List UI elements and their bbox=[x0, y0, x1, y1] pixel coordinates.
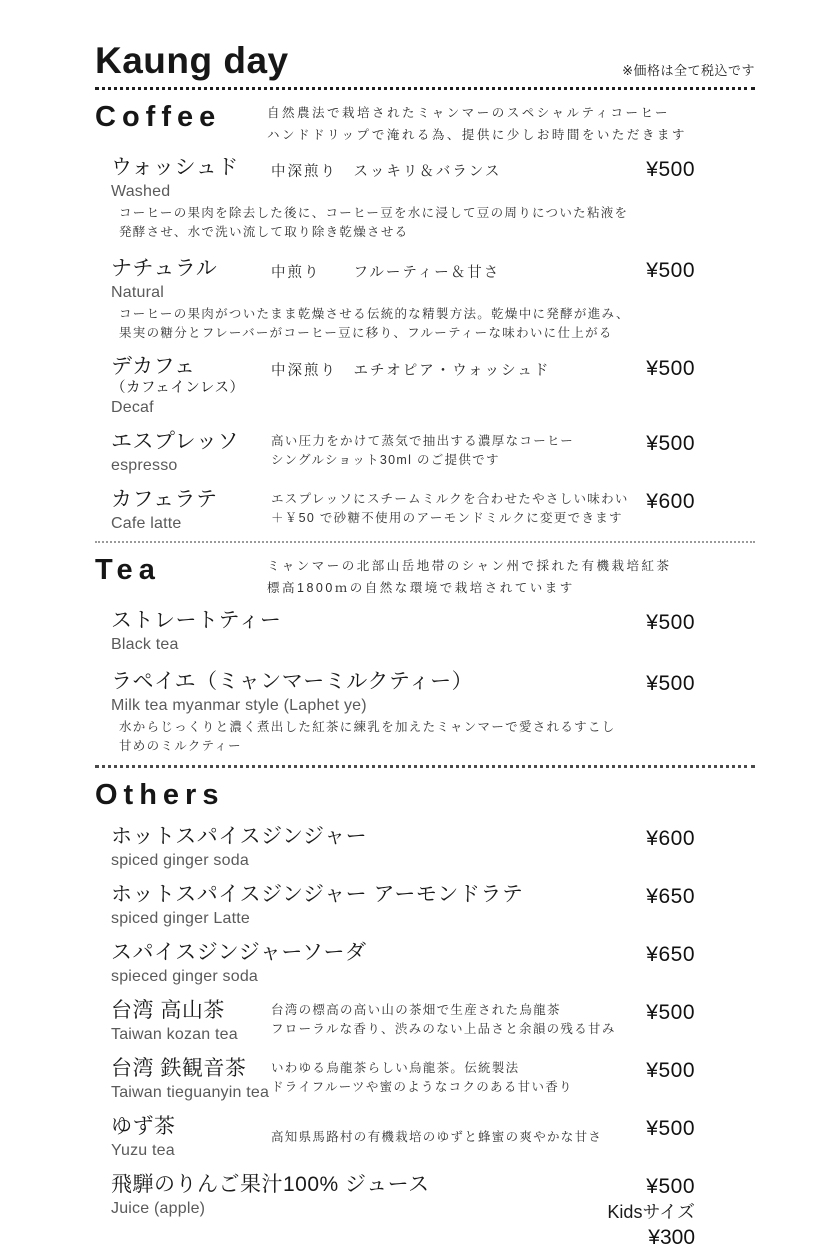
item-names bbox=[111, 487, 271, 534]
item-price-block bbox=[595, 1114, 695, 1161]
section-others bbox=[95, 775, 755, 1251]
menu-item bbox=[111, 1172, 755, 1251]
item-price: ¥500 bbox=[646, 611, 695, 634]
item-price-block bbox=[545, 608, 695, 655]
header bbox=[95, 40, 755, 82]
item-price: ¥500 bbox=[646, 1001, 695, 1024]
item-price-block bbox=[595, 487, 695, 534]
item-roast-note: 中深煎り スッキリ＆バランス bbox=[271, 164, 502, 180]
item-mid bbox=[271, 1128, 603, 1147]
item-description-line: 果実の糖分とフレーバーがコーヒー豆に移り、フルーティーな味わいに仕上がる bbox=[119, 326, 613, 340]
item-side-description bbox=[271, 1001, 616, 1039]
item-names bbox=[111, 1056, 271, 1103]
item-name-en: spiced ginger soda bbox=[111, 852, 249, 869]
item-price: ¥500 bbox=[646, 1117, 695, 1140]
section-header bbox=[95, 97, 755, 146]
item-name-jp: ホットスパイスジンジャー アーモンドラテ bbox=[111, 883, 524, 906]
item-side-description-line: エスプレッソにスチームミルクを合わせたやさしい味わい bbox=[271, 492, 629, 506]
item-price: ¥500 bbox=[646, 158, 695, 181]
item-names bbox=[111, 940, 545, 987]
item-side-description bbox=[271, 1128, 603, 1147]
item-description-line: 発酵させ、水で洗い流して取り除き乾燥させる bbox=[119, 225, 409, 239]
menu-item bbox=[111, 824, 755, 871]
section-intro bbox=[267, 550, 755, 599]
menu-item-row bbox=[111, 256, 755, 303]
item-name-en: espresso bbox=[111, 457, 178, 474]
item-name-jp: 飛騨のりんご果汁100% ジュース bbox=[111, 1173, 430, 1196]
item-name-en: Decaf bbox=[111, 399, 154, 416]
section-divider bbox=[95, 541, 755, 543]
menu-item bbox=[111, 1056, 755, 1103]
menu-item-row bbox=[111, 882, 755, 929]
menu-item bbox=[111, 608, 755, 655]
item-name-en: Natural bbox=[111, 284, 164, 301]
section-items bbox=[95, 155, 755, 534]
item-price: ¥650 bbox=[646, 885, 695, 908]
menu-item bbox=[111, 882, 755, 929]
item-name-jp: エスプレッソ bbox=[111, 430, 239, 453]
item-names bbox=[111, 354, 271, 418]
item-side-description-line: フローラルな香り、渋みのない上品さと余韻の残る甘み bbox=[271, 1022, 616, 1036]
page-title: Kaung day bbox=[95, 40, 289, 81]
item-side-description-line: ドライフルーツや蜜のようなコクのある甘い香り bbox=[271, 1080, 573, 1094]
item-description-line: 甘めのミルクティー bbox=[119, 739, 242, 753]
item-name-en: Black tea bbox=[111, 636, 179, 653]
item-description bbox=[111, 204, 755, 242]
item-roast-note: 中煎り フルーティー＆甘さ bbox=[271, 265, 501, 281]
tax-note: ※価格は全て税込です bbox=[622, 63, 755, 78]
item-names bbox=[111, 824, 545, 871]
item-name-jp: ナチュラル bbox=[111, 257, 218, 280]
item-names bbox=[111, 1114, 271, 1161]
section-title: Coffee bbox=[95, 101, 222, 133]
menu-item-row bbox=[111, 487, 755, 534]
item-price: ¥500 bbox=[646, 1175, 695, 1198]
item-name-en: Yuzu tea bbox=[111, 1142, 175, 1159]
item-names bbox=[111, 256, 271, 303]
item-price-block bbox=[545, 824, 695, 871]
item-name-jp: 台湾 高山茶 bbox=[111, 999, 225, 1022]
menu-item bbox=[111, 940, 755, 987]
menu-item bbox=[111, 429, 755, 476]
item-names bbox=[111, 669, 545, 716]
kids-size-price: ¥300 bbox=[648, 1226, 695, 1249]
item-price: ¥500 bbox=[646, 432, 695, 455]
item-names bbox=[111, 155, 271, 202]
kids-size-label: Kidsサイズ bbox=[607, 1202, 695, 1222]
menu-item bbox=[111, 354, 755, 418]
header-divider bbox=[95, 87, 755, 90]
item-name-en: Taiwan kozan tea bbox=[111, 1026, 238, 1043]
menu-item-row bbox=[111, 1114, 755, 1161]
item-mid bbox=[271, 354, 595, 418]
item-name-en: spiced ginger Latte bbox=[111, 910, 251, 927]
section-items bbox=[95, 824, 755, 1251]
menu-item-row bbox=[111, 354, 755, 418]
item-names bbox=[111, 608, 545, 655]
item-price-block bbox=[595, 256, 695, 303]
item-name-en: Cafe latte bbox=[111, 515, 182, 532]
item-names bbox=[111, 429, 271, 476]
item-name-en: spieced ginger soda bbox=[111, 968, 259, 985]
item-name-jp: カフェラテ bbox=[111, 488, 218, 511]
item-side-description-line: 高知県馬路村の有機栽培のゆずと蜂蜜の爽やかな甘さ bbox=[271, 1130, 603, 1144]
item-name-en: Taiwan tieguanyin tea bbox=[111, 1084, 270, 1101]
item-side-description-line: シングルショット30ml のご提供です bbox=[271, 453, 500, 467]
item-name-en: Juice (apple) bbox=[111, 1200, 206, 1217]
item-names bbox=[111, 998, 271, 1045]
menu-item bbox=[111, 669, 755, 756]
section-intro-line: 標高1800ｍの自然な環境で栽培されています bbox=[267, 581, 575, 595]
menu-item bbox=[111, 998, 755, 1045]
item-names bbox=[111, 1172, 545, 1251]
section-header bbox=[95, 550, 755, 599]
item-mid bbox=[271, 487, 629, 534]
menu-item-row bbox=[111, 155, 755, 202]
item-price-block bbox=[595, 998, 695, 1045]
section-intro-line: ミャンマーの北部山岳地帯のシャン州で採れた有機栽培紅茶 bbox=[267, 559, 672, 573]
section-intro-line: ハンドドリップで淹れる為、提供に少しお時間をいただきます bbox=[267, 128, 687, 142]
item-name-jp-sub: （カフェインレス） bbox=[111, 380, 245, 396]
item-price: ¥600 bbox=[646, 490, 695, 513]
item-name-jp: ゆず茶 bbox=[111, 1115, 176, 1138]
item-description bbox=[111, 305, 755, 343]
menu-item-row bbox=[111, 1056, 755, 1103]
item-mid bbox=[271, 155, 595, 202]
item-price-block bbox=[545, 1172, 695, 1251]
item-name-en: Milk tea myanmar style (Laphet ye) bbox=[111, 697, 367, 714]
section-coffee bbox=[95, 97, 755, 534]
item-price-block bbox=[595, 1056, 695, 1103]
item-name-jp: ホットスパイスジンジャー bbox=[111, 825, 368, 848]
item-mid bbox=[271, 429, 595, 476]
item-side-description-line: 高い圧力をかけて蒸気で抽出する濃厚なコーヒー bbox=[271, 434, 575, 448]
item-name-jp: ウォッシュド bbox=[111, 156, 239, 179]
menu-item-row bbox=[111, 824, 755, 871]
menu-item bbox=[111, 155, 755, 242]
menu-item-row bbox=[111, 940, 755, 987]
item-price-block bbox=[595, 429, 695, 476]
item-side-description-line: いわゆる烏龍茶らしい烏龍茶。伝統製法 bbox=[271, 1061, 520, 1075]
menu-item bbox=[111, 256, 755, 343]
menu-item-row bbox=[111, 669, 755, 716]
item-names bbox=[111, 882, 545, 929]
menu-body bbox=[95, 97, 755, 1251]
item-roast-note: 中深煎り エチオピア・ウォッシュド bbox=[271, 363, 551, 379]
item-description-line: コーヒーの果肉がついたまま乾燥させる伝統的な精製方法。乾燥中に発酵が進み、 bbox=[119, 307, 630, 321]
menu-item-row bbox=[111, 1172, 755, 1251]
item-name-jp: ラペイエ（ミャンマーミルクティー） bbox=[111, 670, 474, 693]
section-intro-line: 自然農法で栽培されたミャンマーのスペシャルティコーヒー bbox=[267, 106, 671, 120]
section-divider bbox=[95, 765, 755, 768]
item-name-jp: スパイスジンジャーソーダ bbox=[111, 941, 367, 964]
item-side-description bbox=[271, 432, 595, 470]
section-tea bbox=[95, 550, 755, 756]
item-mid bbox=[271, 998, 616, 1045]
item-name-jp: 台湾 鉄観音茶 bbox=[111, 1057, 247, 1080]
menu-item-row bbox=[111, 608, 755, 655]
item-mid bbox=[271, 1056, 595, 1103]
section-title: Tea bbox=[95, 554, 161, 586]
item-description-line: 水からじっくりと濃く煮出した紅茶に練乳を加えたミャンマーで愛されるすこし bbox=[119, 720, 616, 734]
section-items bbox=[95, 608, 755, 756]
item-price-block bbox=[595, 354, 695, 418]
item-name-jp: デカフェ bbox=[111, 355, 196, 378]
item-price-block bbox=[595, 155, 695, 202]
section-header bbox=[95, 775, 755, 815]
item-description-line: コーヒーの果肉を除去した後に、コーヒー豆を水に浸して豆の周りについた粘液を bbox=[119, 206, 629, 220]
item-price: ¥500 bbox=[646, 672, 695, 695]
item-side-description bbox=[271, 1059, 595, 1097]
menu-item-row bbox=[111, 429, 755, 476]
section-title: Others bbox=[95, 779, 225, 811]
item-side-description-line: 台湾の標高の高い山の茶畑で生産された烏龍茶 bbox=[271, 1003, 561, 1017]
item-price: ¥650 bbox=[646, 943, 695, 966]
item-name-en: Washed bbox=[111, 183, 171, 200]
item-price: ¥600 bbox=[646, 827, 695, 850]
menu-item-row bbox=[111, 998, 755, 1045]
item-side-description bbox=[271, 490, 629, 528]
menu-item bbox=[111, 487, 755, 534]
item-price-block bbox=[545, 669, 695, 716]
item-description bbox=[111, 718, 755, 756]
menu-item bbox=[111, 1114, 755, 1161]
item-price: ¥500 bbox=[646, 357, 695, 380]
item-price-block bbox=[545, 882, 695, 929]
item-side-description-line: ＋￥50 で砂糖不使用のアーモンドミルクに変更できます bbox=[271, 511, 623, 525]
item-price: ¥500 bbox=[646, 259, 695, 282]
section-intro bbox=[267, 97, 755, 146]
item-price-block bbox=[545, 940, 695, 987]
item-name-jp: ストレートティー bbox=[111, 609, 282, 632]
item-mid bbox=[271, 256, 595, 303]
item-price: ¥500 bbox=[646, 1059, 695, 1082]
